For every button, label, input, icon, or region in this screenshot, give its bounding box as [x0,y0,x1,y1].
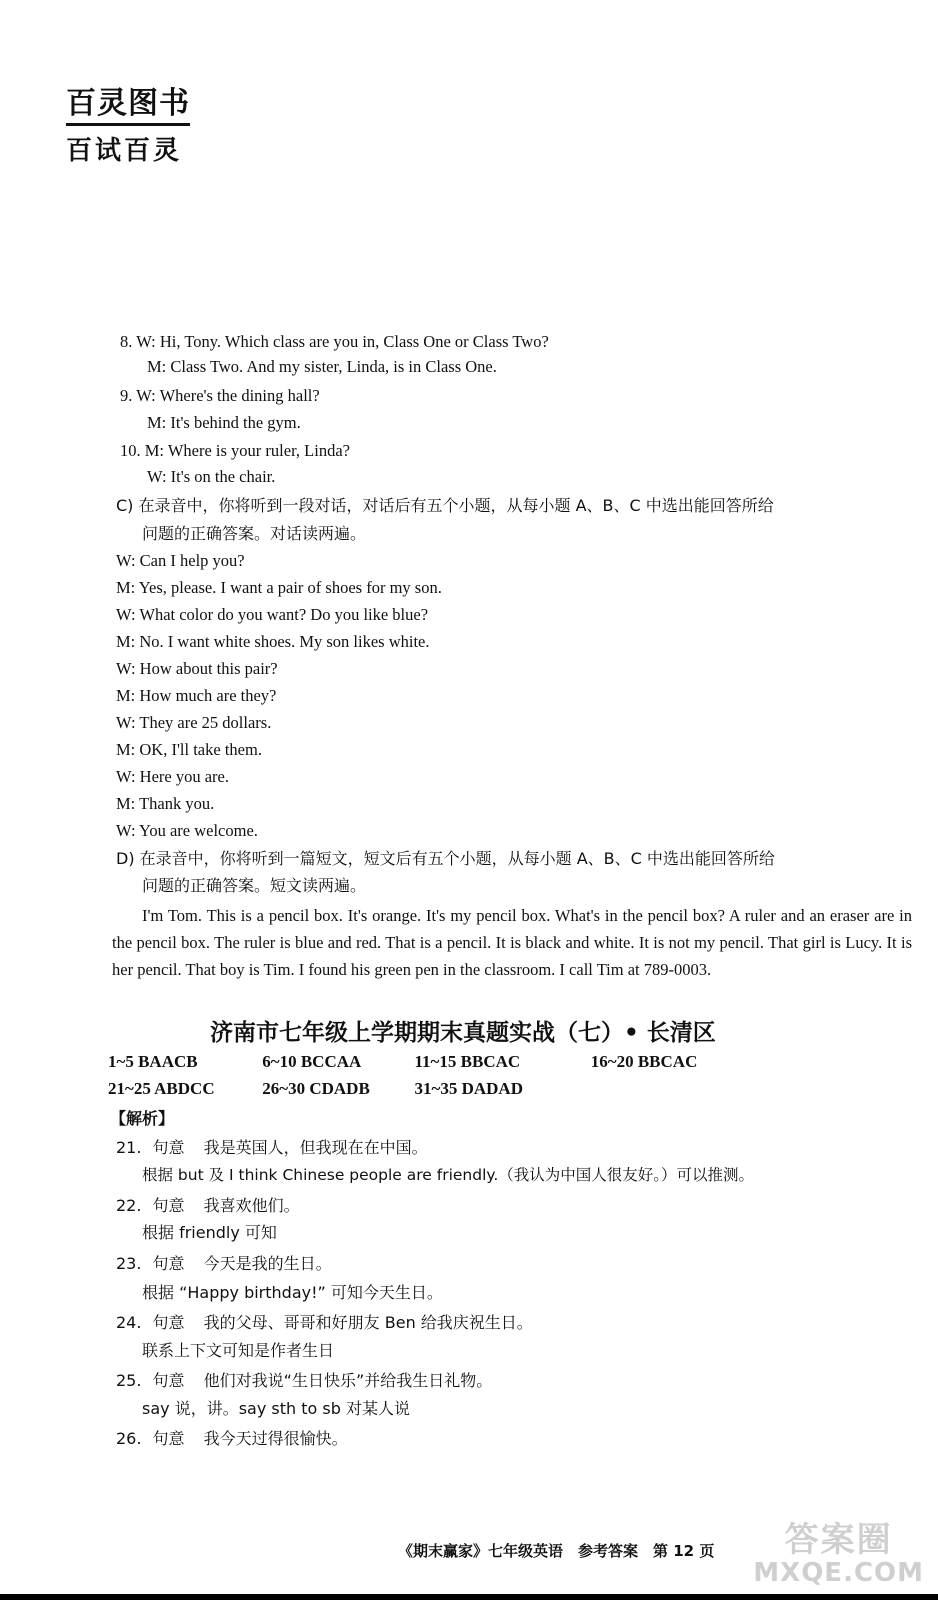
brand-logo: 百灵图书 [66,78,190,126]
answer-key-row [108,1052,697,1072]
analysis-label: 【解析】 [110,1109,175,1128]
analysis-meaning: 我是英国人，但我现在在中国。 [203,1138,428,1157]
analysis-tag: 句意 [152,1254,185,1273]
answer-group: 26~30 CDADB [262,1079,370,1098]
dialogue-line: W: They are 25 dollars. [116,713,272,732]
analysis-meaning: 我今天过得很愉快。 [203,1429,348,1448]
analysis-item [116,1137,428,1159]
listening-line: M: It's behind the gym. [147,413,301,432]
analysis-item [116,1195,300,1217]
analysis-meaning: 他们对我说“生日快乐”并给我生日礼物。 [203,1371,493,1390]
listening-line: W: It's on the chair. [147,467,276,486]
analysis-meaning: 今天是我的生日。 [203,1254,332,1273]
brand-slogan: 百试百灵 [66,136,183,166]
dialogue-line: M: Yes, please. I want a pair of shoes for my son. [116,578,442,597]
answer-group: 31~35 DADAD [414,1079,523,1098]
answer-group: 1~5 BAACB [108,1052,198,1071]
dialogue-line: W: You are welcome. [116,821,258,840]
answer-group: 16~20 BBCAC [590,1052,698,1071]
answer-group: 21~25 ABDCC [108,1079,215,1098]
brand-block [66,78,190,167]
dialogue-line: M: How much are they? [116,686,277,705]
page-footer: 《期末赢家》七年级英语 参考答案 第 12 页 [398,1542,715,1560]
analysis-tag: 句意 [152,1313,185,1332]
section-d-instruction: 问题的正确答案。短文读两遍。 [142,876,367,895]
analysis-item [116,1428,348,1450]
dialogue-line: M: No. I want white shoes. My son likes white. [116,632,430,651]
analysis-number: 21. [116,1138,142,1157]
analysis-item [116,1253,332,1275]
analysis-tag: 句意 [152,1371,185,1390]
watermark-bottom: MXQE.COM [753,1558,924,1589]
bottom-rule [0,1594,938,1600]
section-c-instruction: C) 在录音中，你将听到一段对话，对话后有五个小题，从每小题 A、B、C 中选出能回答所给 [116,496,774,515]
analysis-note: 根据 but 及 I think Chinese people are friendly.（我认为中国人很友好。）可以推测。 [142,1166,755,1184]
dialogue-line: W: Can I help you? [116,551,245,570]
section-d-passage: I'm Tom. This is a pencil box. It's orange. It's my pencil box. What's in the pencil box? A ruler and an eraser are in the pencil box. The ruler is blue and red. That is a pencil. It is black and white. It is not my pencil. That girl is Lucy. It is her pencil. That boy is Tim. I found his green pen in the classroom. I call Tim at 789-0003. [112,906,912,979]
analysis-item [116,1312,533,1334]
analysis-meaning: 我的父母、哥哥和好朋友 Ben 给我庆祝生日。 [203,1313,533,1332]
dialogue-line: M: OK, I'll take them. [116,740,262,759]
analysis-note: 根据 friendly 可知 [142,1223,277,1242]
dialogue-line: M: Thank you. [116,794,215,813]
analysis-number: 26. [116,1429,142,1448]
answer-group: 11~15 BBCAC [414,1052,521,1071]
analysis-number: 24. [116,1313,142,1332]
analysis-note: 根据 “Happy birthday!” 可知今天生日。 [142,1283,443,1302]
analysis-number: 25. [116,1371,142,1390]
exam-title: 济南市七年级上学期期末真题实战（七）• 长清区 [210,1020,716,1046]
analysis-note: say 说，讲。say sth to sb 对某人说 [142,1399,410,1418]
section-c-instruction: 问题的正确答案。对话读两遍。 [142,524,367,543]
dialogue-line: W: What color do you want? Do you like blue? [116,605,429,624]
analysis-note: 联系上下文可知是作者生日 [142,1341,335,1360]
analysis-tag: 句意 [152,1196,185,1215]
analysis-tag: 句意 [152,1138,185,1157]
analysis-tag: 句意 [152,1429,185,1448]
dialogue-line: W: How about this pair? [116,659,278,678]
listening-line: 8. W: Hi, Tony. Which class are you in, Class One or Class Two? [120,332,549,351]
analysis-number: 23. [116,1254,142,1273]
dialogue-line: W: Here you are. [116,767,229,786]
analysis-number: 22. [116,1196,142,1215]
answer-key-row [108,1079,523,1099]
analysis-meaning: 我喜欢他们。 [203,1196,300,1215]
section-d-instruction: D) 在录音中，你将听到一篇短文，短文后有五个小题，从每小题 A、B、C 中选出能回答所给 [116,849,775,868]
listening-line: 9. W: Where's the dining hall? [120,386,320,405]
listening-line: 10. M: Where is your ruler, Linda? [120,441,350,460]
site-watermark [753,1522,924,1588]
answer-group: 6~10 BCCAA [262,1052,362,1071]
analysis-item [116,1370,492,1392]
listening-line: M: Class Two. And my sister, Linda, is in Class One. [147,357,497,376]
watermark-top: 答案圈 [784,1520,893,1560]
